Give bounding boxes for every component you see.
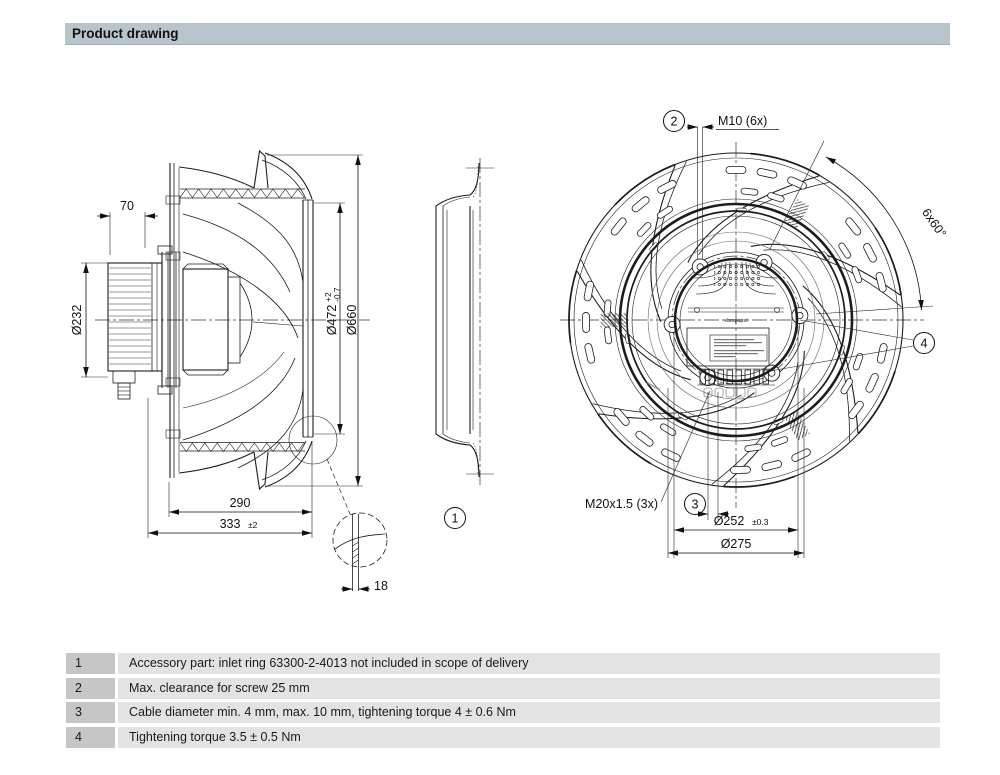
m10-label: M10 (6x) [718,114,768,128]
front-view [553,111,949,559]
m20-label: M20x1.5 (3x) [585,497,658,511]
dim-252-tol: ±0.3 [752,517,769,527]
dim-333 [148,398,312,538]
note-number: 4 [66,727,115,748]
dim-232-label: Ø232 [70,304,84,336]
callout-1-label: 1 [451,511,459,526]
table-row [66,702,940,723]
callout-4-label: 4 [920,336,928,351]
dim-333-tol: ±2 [248,520,258,530]
hub-logo: ebmpapst [724,318,748,324]
dim-290 [169,441,312,538]
callout-1 [445,508,466,529]
dim-275-label: Ø275 [720,537,752,551]
side-view [70,151,388,593]
note-text: Accessory part: inlet ring 63300-2-4013 not included in scope of delivery [118,653,940,674]
dim-252-label: Ø252 [713,514,745,528]
table-row [66,653,940,674]
table-row [66,678,940,699]
dim-472-tol-plus: +2 [323,292,333,302]
note-number: 2 [66,678,115,699]
dim-70-label: 70 [120,199,134,213]
dim-m10 [664,111,780,260]
dim-m20 [585,391,729,520]
dim-18-label: 18 [374,579,388,593]
dim-472-tol-minus: -0.7 [332,287,342,302]
cable-gland-side [113,371,135,399]
angle-6x60-label: 6x60° [919,205,949,241]
note-text: Tightening torque 3.5 ± 0.5 Nm [118,727,940,748]
motor-cooling-fins [109,268,151,364]
note-text: Max. clearance for screw 25 mm [118,678,940,699]
dim-660-label: Ø660 [345,304,359,336]
table-row [66,727,940,748]
page-title: Product drawing [72,26,179,41]
inlet-ring-view [436,158,494,529]
dim-70 [97,199,158,255]
dim-660 [265,155,363,486]
note-number: 3 [66,702,115,723]
dim-290-label: 290 [229,496,251,510]
cable-gland-row [704,388,756,397]
dim-472-label: Ø472 [325,304,339,336]
dim-472 [314,203,345,434]
note-number: 1 [66,653,115,674]
note-text: Cable diameter min. 4 mm, max. 10 mm, tightening torque 4 ± 0.6 Nm [118,702,940,723]
callout-2-label: 2 [670,114,678,129]
detail-view-18 [333,513,388,593]
callout-3-label: 3 [691,497,699,512]
dim-333-label: 333 [219,517,241,531]
